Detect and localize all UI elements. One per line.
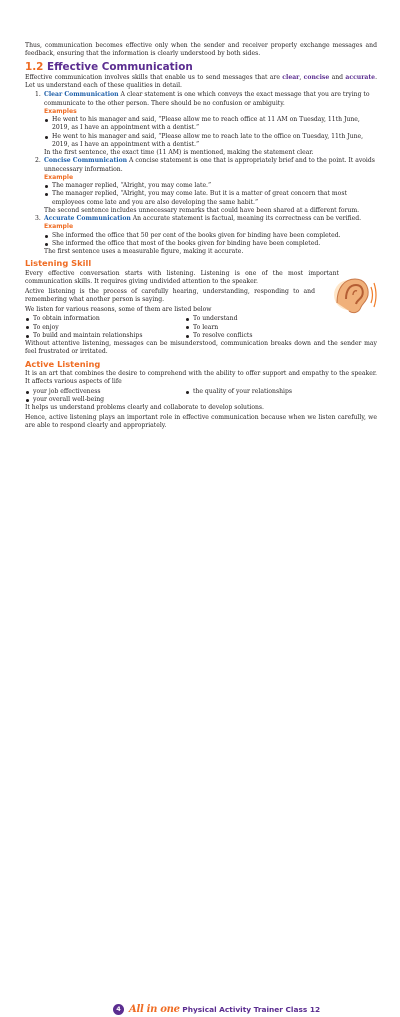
examples-label: Examples	[44, 107, 77, 115]
aspect-item: your job effectiveness	[25, 388, 185, 396]
reasons-list	[25, 315, 377, 340]
examples-label: Example	[44, 223, 74, 231]
intro-paragraph: Thus, communication becomes effective only when the sender and receiver properly exchange messages and feedback, ensuring that the information is clearly understood by both sides.	[25, 42, 377, 58]
quality-note: In the first sentence, the exact time (11 AM) is mentioned, making the statement clear.	[44, 149, 314, 157]
reason-item: To enjoy	[25, 324, 185, 332]
aspects-list	[25, 388, 377, 405]
reason-item: To resolve conflicts	[185, 332, 345, 340]
keyword-accurate: accurate	[345, 73, 376, 81]
listening-paragraph: We listen for various reasons, some of them are listed below	[25, 305, 212, 313]
listening-heading: Listening Skill	[25, 258, 92, 269]
quality-term: Concise Communication	[44, 157, 128, 165]
book-title: Physical Activity Trainer Class 12	[182, 1004, 321, 1014]
example-item: He went to his manager and said, “Please allow me to reach late to the office on Tuesday, 11th June, 2019, as I have an appointment with a dentist.”	[44, 133, 377, 150]
aspect-item: your overall well-being	[25, 396, 185, 404]
page-number: 4	[113, 1004, 124, 1015]
lead-sep: ,	[299, 73, 304, 81]
listening-paragraph: Without attentive listening, messages can be misunderstood, communication breaks down and the sender may feel frustrated or irritated.	[25, 340, 377, 356]
examples-list	[44, 116, 377, 149]
examples-list	[44, 182, 377, 207]
reason-item: To learn	[185, 324, 345, 332]
lead-text: . Let us understand each of these qualities in detail.	[25, 73, 377, 89]
listening-paragraph: Every effective conversation starts with listening. Listening is one of the most important communication skills. It requires giving undivided attention to the speaker.	[25, 269, 339, 286]
listening-section	[25, 258, 377, 314]
reason-item: To build and maintain relationships	[25, 332, 185, 340]
quality-term: Clear Communication	[44, 91, 119, 99]
keyword-concise: concise	[303, 73, 330, 81]
examples-label: Example	[44, 173, 74, 181]
aspect-item: the quality of your relationships	[185, 388, 355, 396]
quality-item-clear	[25, 91, 377, 157]
quality-term: Accurate Communication	[44, 215, 131, 223]
quality-note: The first sentence uses a measurable figure, making it accurate.	[44, 248, 244, 256]
quality-note: The second sentence includes unnecessary remarks that could have been shared at a different forum.	[44, 206, 360, 214]
lead-sep: and	[329, 73, 346, 81]
active-paragraph: Hence, active listening plays an important role in effective communication because when we listen carefully, we are able to respond clearly and appropriately.	[25, 414, 377, 430]
brand-logo: All in one	[129, 1003, 180, 1015]
section-number: 1.2	[25, 60, 44, 73]
page-content	[25, 42, 377, 432]
item-number: 2.	[35, 157, 41, 165]
examples-list	[44, 232, 377, 249]
page-footer	[0, 500, 400, 1015]
lead-text: Effective communication involves skills that enable us to send messages that are	[25, 73, 283, 81]
reason-item: To obtain information	[25, 315, 185, 323]
item-number: 3.	[35, 215, 41, 223]
example-item: He went to his manager and said, “Please allow me to reach office at 11 AM on Tuesday, 11th June, 2019, as I have an appointment with a dentist.”	[44, 116, 377, 133]
section-lead	[25, 74, 377, 91]
section-title: Effective Communication	[47, 60, 193, 73]
footer-title	[129, 1003, 320, 1017]
qualities-list	[25, 91, 377, 256]
example-item: She informed the office that 50 per cent of the books given for binding have been completed.	[44, 232, 377, 240]
active-listening-heading: Active Listening	[25, 358, 101, 369]
quality-definition: A clear statement is one which conveys the exact message that you are trying to communicate to the other person. There should be no confusion or ambiguity.	[44, 91, 370, 107]
active-paragraph: It helps us understand problems clearly and collaborate to develop solutions.	[25, 404, 264, 412]
section-heading	[25, 61, 377, 74]
quality-definition: A concise statement is one that is appropriately brief and to the point. It avoids unnecessary information.	[44, 157, 375, 173]
example-item: The manager replied, “Alright, you may come late. But it is a matter of great concern that most employees come late and you are also developing the same habit.”	[44, 190, 377, 207]
keyword-clear: clear	[282, 73, 300, 81]
listening-paragraph: Active listening is the process of carefully hearing, understanding, responding to and remembering what another person is saying.	[25, 287, 315, 304]
quality-item-accurate	[25, 215, 377, 256]
example-item: The manager replied, “Alright, you may come late.”	[44, 182, 377, 190]
example-item: She informed the office that most of the books given for binding have been completed.	[44, 240, 377, 248]
reason-item: To understand	[185, 315, 345, 323]
ear-listening-icon	[333, 273, 377, 317]
item-number: 1.	[35, 91, 41, 99]
quality-item-concise	[25, 157, 377, 215]
active-paragraph: It is an art that combines the desire to comprehend with the ability to offer support and empathy to the speaker. It affects various aspects of life	[25, 370, 377, 386]
quality-definition: An accurate statement is factual, meaning its correctness can be verified.	[130, 215, 362, 223]
